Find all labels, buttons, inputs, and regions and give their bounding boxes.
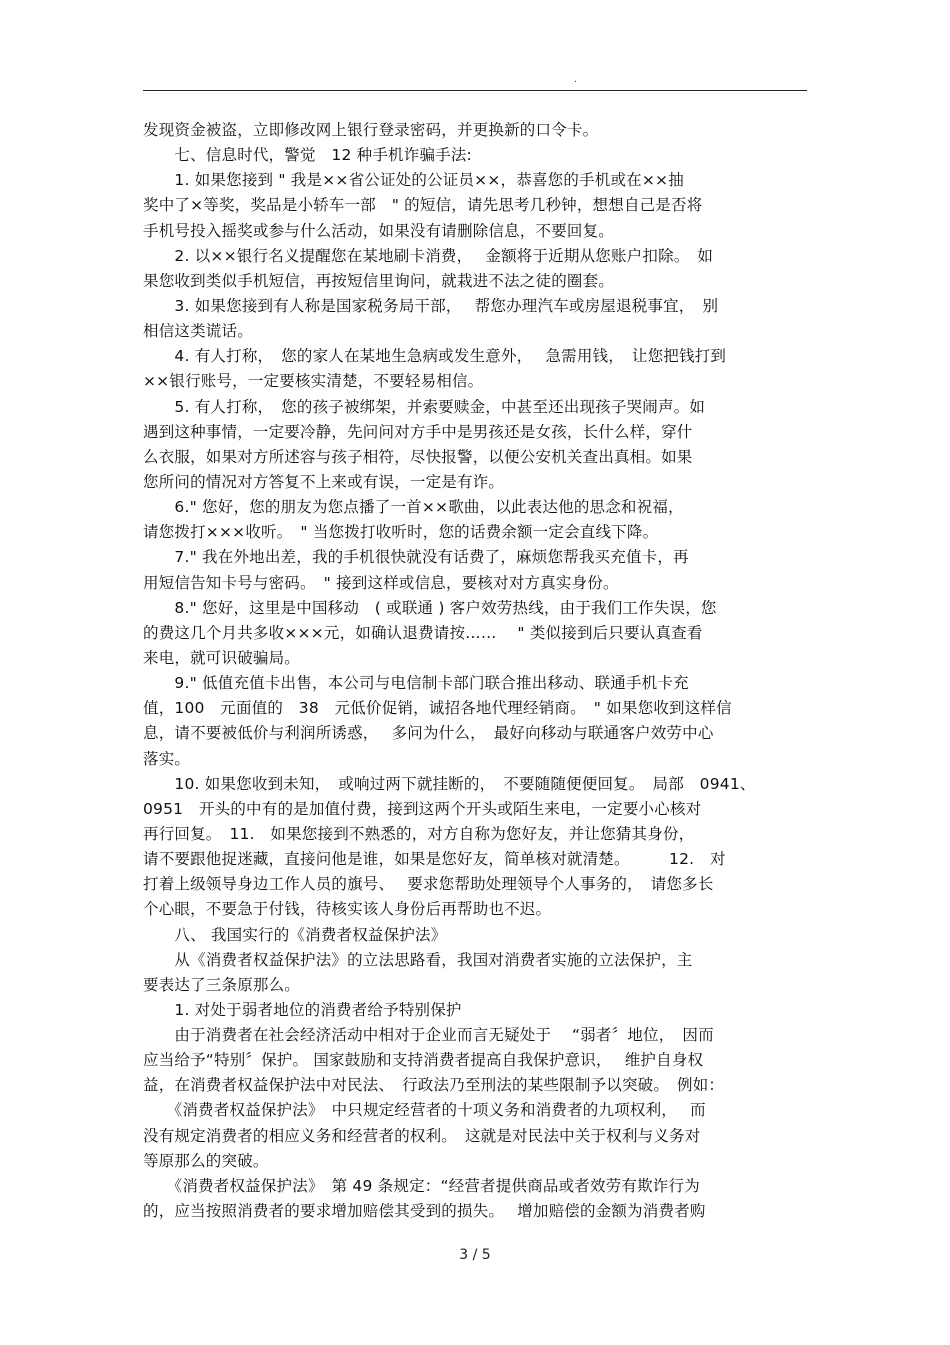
text-line: 请您拨打×××收听。 " 当您拨打收听时，您的话费余额一定会直线下降。 bbox=[143, 523, 659, 542]
text-line: 个心眼，不要急于付钱，待核实该人身份后再帮助也不迟。 bbox=[143, 900, 552, 919]
text-line: 等原那么的突破。 bbox=[143, 1151, 269, 1170]
text-line: 益，在消费者权益保护法中对民法、 行政法乃至刑法的某些限制予以突破。 例如： bbox=[143, 1076, 725, 1095]
text-line: 《消费者权益保护法》 中只规定经营者的十项义务和消费者的九项权利， 而 bbox=[143, 1101, 706, 1120]
text-line: 用短信告知卡号与密码。 " 接到这样或信息，要核对对方真实身份。 bbox=[143, 573, 619, 592]
text-line: 么衣服，如果对方所述容与孩子相符，尽快报警，以便公安机关查出真相。如果 bbox=[143, 447, 693, 466]
text-line: 10. 如果您收到未知， 或响过两下就挂断的， 不要随随便便回复。 局部 0941、 bbox=[143, 774, 756, 793]
text-line: 来电，就可识破骗局。 bbox=[143, 648, 301, 667]
text-line: 的费这几个月共多收×××元，如确认退费请按…… " 类似接到后只要认真查看 bbox=[143, 623, 703, 642]
text-line: 9." 低值充值卡出售，本公司与电信制卡部门联合推出移动、联通手机卡充 bbox=[143, 674, 689, 693]
text-line: 由于消费者在社会经济活动中相对于企业而言无疑处于 “弱者〞地位， 因而 bbox=[143, 1026, 714, 1045]
text-line: 8." 您好，这里是中国移动 ( 或联通 ) 客户效劳热线，由于我们工作失误，您 bbox=[143, 598, 717, 617]
text-line: 《消费者权益保护法》 第 49 条规定：“经营者提供商品或者效劳有欺诈行为 bbox=[143, 1176, 700, 1195]
text-line: 2. 以××银行名义提醒您在某地刷卡消费， 金额将于近期从您账户扣除。 如 bbox=[143, 246, 714, 265]
text-line: 落实。 bbox=[143, 749, 191, 768]
text-line: 相信这类谎话。 bbox=[143, 322, 253, 341]
document-body bbox=[143, 118, 807, 1224]
text-line: 5. 有人打称， 您的孩子被绑架，并索要赎金，中甚至还出现孩子哭闹声。如 bbox=[143, 397, 706, 416]
text-line: 果您收到类似手机短信，再按短信里询问，就栽进不法之徒的圈套。 bbox=[143, 271, 615, 290]
text-line: 您所问的情况对方答复不上来或有误，一定是有诈。 bbox=[143, 472, 505, 491]
text-line: 7." 我在外地出差，我的手机很快就没有话费了，麻烦您帮我买充值卡，再 bbox=[143, 548, 689, 567]
text-line: 请不要跟他捉迷藏，直接问他是谁，如果是您好友，简单核对就清楚。 12. 对 bbox=[143, 850, 726, 869]
text-line: 应当给予“特别〞保护。 国家鼓励和支持消费者提高自我保护意识， 维护自身权 bbox=[143, 1051, 704, 1070]
text-line: ××银行账号，一定要核实清楚，不要轻易相信。 bbox=[143, 372, 484, 391]
text-line: 值，100 元面值的 38 元低价促销，诚招各地代理经销商。 " 如果您收到这样信 bbox=[143, 699, 732, 718]
text-line: 要表达了三条原那么。 bbox=[143, 975, 301, 994]
text-line: 没有规定消费者的相应义务和经营者的权利。 这就是对民法中关于权利与义务对 bbox=[143, 1126, 701, 1145]
text-line: 息，请不要被低价与利润所诱惑， 多问为什么， 最好向移动与联通客户效劳中心 bbox=[143, 724, 714, 743]
text-line: 打着上级领导身边工作人员的旗号、 要求您帮助处理领导个人事务的， 请您多长 bbox=[143, 875, 714, 894]
text-line: 遇到这种事情，一定要冷静，先问问对方手中是男孩还是女孩，长什么样，穿什 bbox=[143, 422, 693, 441]
text-line: 0951 开头的中有的是加值付费，接到这两个开头或陌生来电，一定要小心核对 bbox=[143, 799, 702, 818]
text-line: 奖中了×等奖，奖品是小轿车一部 " 的短信，请先思考几秒钟，想想自己是否将 bbox=[143, 196, 703, 215]
text-line: 6." 您好，您的朋友为您点播了一首××歌曲，以此表达他的思念和祝福， bbox=[143, 498, 684, 517]
text-line: 4. 有人打称， 您的家人在某地生急病或发生意外， 急需用钱， 让您把钱打到 bbox=[143, 347, 727, 366]
text-line: 八、 我国实行的《消费者权益保护法》 bbox=[143, 925, 447, 944]
page-number: 3 / 5 bbox=[459, 1247, 491, 1263]
text-line: 1. 对处于弱者地位的消费者给予特别保护 bbox=[143, 1000, 462, 1019]
text-line: 手机号投入摇奖或参与什么活动，如果没有请删除信息，不要回复。 bbox=[143, 221, 615, 240]
text-line: 发现资金被盗，立即修改网上银行登录密码，并更换新的口令卡。 bbox=[143, 121, 599, 139]
text-line: 七、信息时代，警觉 12 种手机诈骗手法: bbox=[143, 146, 472, 165]
header-rule bbox=[143, 90, 807, 91]
header-mark: . bbox=[574, 74, 578, 85]
text-line: 3. 如果您接到有人称是国家税务局干部， 帮您办理汽车或房屋退税事宜， 别 bbox=[143, 296, 719, 315]
text-line: 从《消费者权益保护法》的立法思路看，我国对消费者实施的立法保护，主 bbox=[143, 950, 693, 969]
text-line: 再行回复。 11. 如果您接到不熟悉的，对方自称为您好友，并让您猜其身份， bbox=[143, 824, 695, 843]
text-line: 1. 如果您接到 " 我是××省公证处的公证员××，恭喜您的手机或在××抽 bbox=[143, 171, 684, 190]
text-line: 的，应当按照消费者的要求增加赔偿其受到的损失。 增加赔偿的金额为消费者购 bbox=[143, 1202, 706, 1221]
